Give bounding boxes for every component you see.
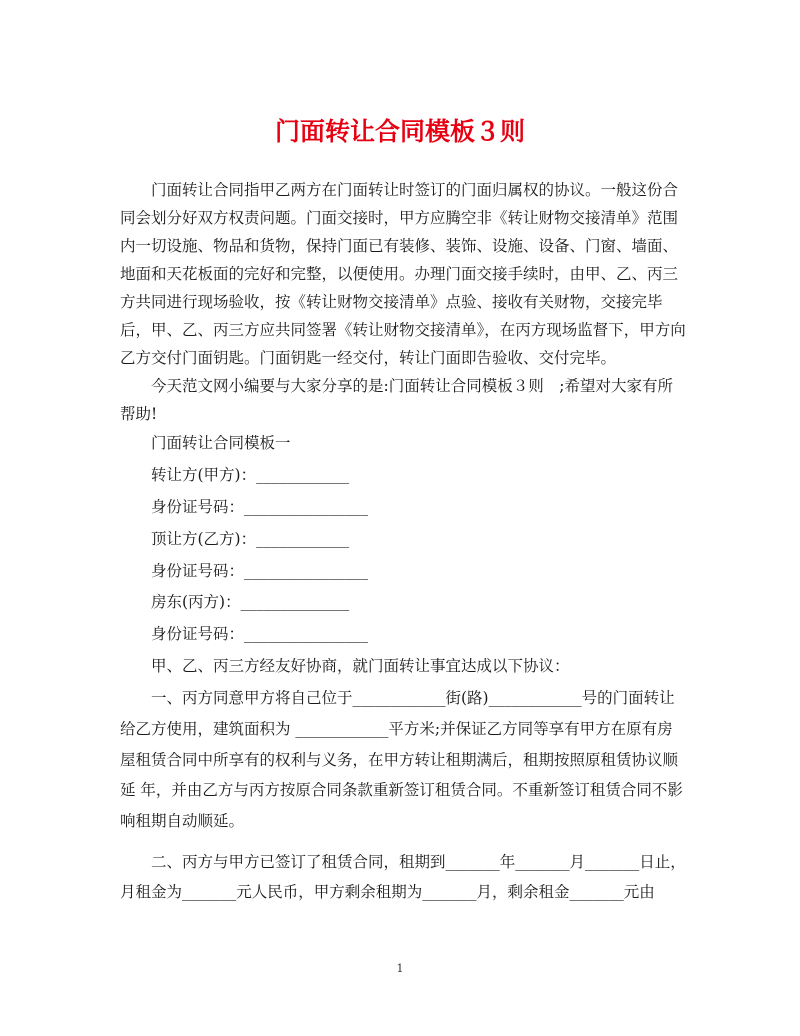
clause-two: 二、丙方与甲方已签订了租赁合同，租期到_______年_______月_______日止，月租金为_______元人民币，甲方剩余租期为_______月，剩余租金_______元由 bbox=[120, 852, 686, 902]
field-id-c: 身份证号码：________________ bbox=[151, 625, 369, 644]
field-landlord: 房东(丙方)：______________ bbox=[151, 593, 350, 612]
document-title: 门面转让合同模板３则 bbox=[274, 117, 525, 146]
share-paragraph: 今天范文网小编要与大家分享的是:门面转让合同模板３则 ;希望对大家有所帮助! bbox=[120, 377, 673, 423]
field-id-a: 身份证号码：________________ bbox=[151, 497, 369, 516]
field-id-b: 身份证号码：________________ bbox=[151, 561, 369, 580]
document-body bbox=[120, 176, 688, 909]
field-transferor: 转让方(甲方)：____________ bbox=[151, 465, 350, 484]
agreement-intro: 甲、乙、丙三方经友好协商，就门面转让事宜达成以下协议： bbox=[151, 657, 570, 676]
page-number: 1 bbox=[396, 962, 404, 975]
section-heading: 门面转让合同模板一 bbox=[151, 434, 291, 452]
clause-one: 一、丙方同意甲方将自己位于____________街(路)____________号的门面转让给乙方使用，建筑面积为 ____________平方米;并保证乙方同等享有甲方在原有房屋租赁合同中所享有的权利与义务，在甲方转让租期满后，租期按照原租赁协议顺延 年，并由乙方与丙方按原合同条款重新签订租赁合同。不重新签订租赁合同不影响租期自动顺延。 bbox=[120, 689, 683, 830]
field-transferee: 顶让方(乙方)：____________ bbox=[151, 529, 350, 548]
intro-paragraph: 门面转让合同指甲乙两方在门面转让时签订的门面归属权的协议。一般这份合同会划分好双方权责问题。门面交接时，甲方应腾空非《转让财物交接清单》范围内一切设施、物品和货物，保持门面已有装修、装饰、设施、设备、门窗、墙面、地面和天花板面的完好和完整，以便使用。办理门面交接手续时，由甲、乙、丙三方共同进行现场验收，按《转让财物交接清单》点验、接收有关财物，交接完毕后，甲、乙、丙三方应共同签署《转让财物交接清单》，在丙方现场监督下，甲方向乙方交付门面钥匙。门面钥匙一经交付，转让门面即告验收、交付完毕。 bbox=[120, 181, 686, 367]
